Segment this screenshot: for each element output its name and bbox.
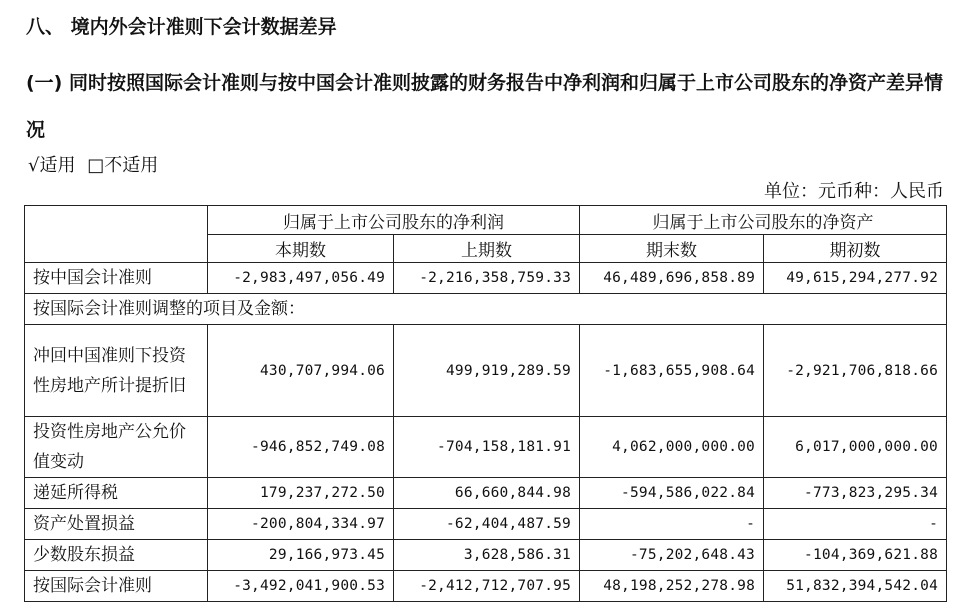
subsection-heading: (一) 同时按照国际会计准则与按中国会计准则披露的财务报告中净利润和归属于上市公司股东的净资产差异情况 [26,72,943,141]
cell-value: -2,216,358,759.33 [394,263,580,294]
cell-value: 3,628,586.31 [394,540,580,571]
group-header-net-profit: 归属于上市公司股东的净利润 [208,206,580,235]
cell-value: - [764,509,947,540]
table-row [25,509,947,540]
corner-cell [25,206,208,263]
cell-value: 46,489,696,858.89 [580,263,764,294]
col-header-current-period: 本期数 [208,235,394,263]
cell-value: -2,983,497,056.49 [208,263,394,294]
table-row [25,263,947,294]
cell-value: -75,202,648.43 [580,540,764,571]
cell-value: 6,017,000,000.00 [764,417,947,478]
cell-value: - [580,509,764,540]
cell-value: 66,660,844.98 [394,478,580,509]
table-row [25,540,947,571]
not-applicable-option: □不适用 [87,155,159,176]
cell-value: 430,707,994.06 [208,325,394,417]
row-label: 冲回中国准则下投资性房地产所计提折旧 [25,325,208,417]
cell-value: -104,369,621.88 [764,540,947,571]
cell-value: 499,919,289.59 [394,325,580,417]
col-header-period-start: 期初数 [764,235,947,263]
row-label: 少数股东损益 [25,540,208,571]
cell-value: 4,062,000,000.00 [580,417,764,478]
cell-value: 49,615,294,277.92 [764,263,947,294]
section-heading: 八、 境内外会计准则下会计数据差异 [26,16,337,38]
row-label: 投资性房地产公允价值变动 [25,417,208,478]
cell-value: -704,158,181.91 [394,417,580,478]
col-header-period-end: 期末数 [580,235,764,263]
table-row [25,571,947,602]
cell-value: -3,492,041,900.53 [208,571,394,602]
cell-value: -773,823,295.34 [764,478,947,509]
table-row [25,417,947,478]
group-header-net-assets: 归属于上市公司股东的净资产 [580,206,947,235]
table-row [25,294,947,325]
cell-value: -946,852,749.08 [208,417,394,478]
row-label: 按国际会计准则 [25,571,208,602]
gaap-difference-table [24,205,947,602]
cell-value: -1,683,655,908.64 [580,325,764,417]
cell-value: -2,921,706,818.66 [764,325,947,417]
cell-value: -2,412,712,707.95 [394,571,580,602]
col-header-prior-period: 上期数 [394,235,580,263]
cell-value: 48,198,252,278.98 [580,571,764,602]
cell-value: -200,804,334.97 [208,509,394,540]
table-row [25,325,947,417]
adjustment-section-label: 按国际会计准则调整的项目及金额： [25,294,947,325]
table-row [25,478,947,509]
applicable-option: √适用 [28,155,76,176]
applicability-options [28,151,164,177]
cell-value: -62,404,487.59 [394,509,580,540]
cell-value: 179,237,272.50 [208,478,394,509]
cell-value: -594,586,022.84 [580,478,764,509]
row-label: 资产处置损益 [25,509,208,540]
row-label: 递延所得税 [25,478,208,509]
row-label: 按中国会计准则 [25,263,208,294]
cell-value: 29,166,973.45 [208,540,394,571]
unit-currency-note: 单位：元币种：人民币 [764,181,944,202]
cell-value: 51,832,394,542.04 [764,571,947,602]
